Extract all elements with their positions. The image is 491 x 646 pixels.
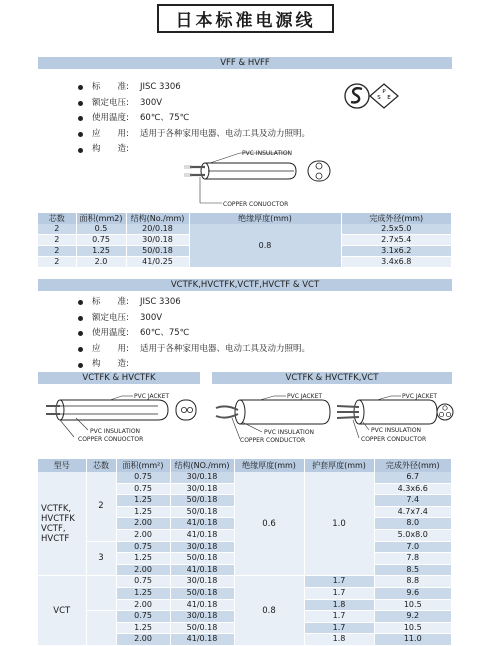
cell: 1.25 [116,506,170,518]
cell: 0.8 [234,576,304,646]
cell: 2.0 [76,257,126,268]
cores-cell: 2 [86,472,116,541]
spec-key: 使用温度: [92,328,129,339]
cell: 41/0.18 [170,518,234,530]
spec-row [78,295,310,311]
spec-table-vctf [38,459,452,646]
jacket-label: PVC JACKET [134,393,170,400]
cell: 1.7 [304,622,374,634]
spec-row [78,326,310,342]
conductor-label: COPPER CONDUCTOR [361,436,427,443]
cell: 0.75 [116,576,170,588]
page-title: 日本标准电源线 [157,4,334,33]
cell: 41/0.25 [126,257,189,268]
bullet-icon [78,363,83,368]
bullet-icon [78,148,83,153]
cell: 50/0.18 [170,506,234,518]
spec-row [78,342,310,358]
jacket-label: PVC JACKET [287,393,323,400]
spec-value: 300V [140,312,163,323]
cell: 30/0.18 [170,483,234,495]
cell: 50/0.18 [170,495,234,507]
bullet-icon [78,316,83,321]
cell: 7.8 [374,553,452,565]
cell: 30/0.18 [170,472,234,483]
model-cell: VCTFK, HVCTFK VCTF, HVCTF [38,472,86,576]
spec-value: 300V [140,97,163,108]
cell: 0.75 [116,472,170,483]
svg-text:P: P [382,89,386,95]
cell: 2.7x5.4 [341,235,452,246]
table-row [38,224,452,235]
column-header: 护套厚度(mm) [304,459,374,472]
cell: 1.0 [304,472,374,576]
cell: 1.8 [304,599,374,611]
cell: 41/0.18 [170,599,234,611]
insulation-label: PVC INSULATION [242,150,293,157]
spec-key: 构 造: [92,359,129,370]
table-row [38,472,452,483]
cell: 50/0.18 [170,587,234,599]
column-header: 芯数 [86,459,116,472]
column-header: 面积(mm2) [76,213,126,224]
conductor-label: COPPER CONUOCTOR [223,201,289,208]
spec-row [78,357,310,373]
cell: 0.75 [116,483,170,495]
spec-value: 60℃、75℃ [140,328,190,339]
spec-key: 额定电压: [92,97,129,108]
cell: 1.7 [304,611,374,623]
round-cable-3core-diagram [333,388,453,446]
cell: 2.00 [116,564,170,576]
spec-value: 适用于各种家用电器、电动工具及动力照明。 [140,343,311,354]
cell: 41/0.18 [170,529,234,541]
cell: 10.5 [374,622,452,634]
column-header: 结构(No./mm) [126,213,189,224]
svg-text:E: E [387,95,391,101]
bullet-icon [78,132,83,137]
column-header: 面积(mm²) [116,459,170,472]
insulation-label: PVC INSULATION [90,428,141,435]
cell: 0.8 [189,224,341,268]
cell: 8.5 [374,564,452,576]
spec-row [78,80,310,96]
spec-key: 标 准: [92,297,129,307]
spec-key: 构 造: [92,144,129,155]
table-header-row [38,213,452,224]
cell: 3.4x6.8 [341,257,452,268]
cell: 3.1x6.2 [341,246,452,257]
column-header: 完成外径(mm) [341,213,452,224]
cell: 7.0 [374,541,452,553]
spec-row [78,111,310,127]
cell: 2 [38,257,76,268]
cell: 2.00 [116,518,170,530]
cell: 9.6 [374,587,452,599]
cell: 0.75 [116,541,170,553]
table-row [38,576,452,588]
model-cell: VCT [38,576,86,646]
cell: 30/0.18 [126,235,189,246]
cell: 8.8 [374,576,452,588]
cell: 41/0.18 [170,634,234,646]
cell: 9.2 [374,611,452,623]
bullet-icon [78,85,83,90]
spec-row [78,96,310,112]
spec-value: JISC 3306 [140,82,181,92]
column-header: 型号 [38,459,86,472]
svg-text:S: S [377,95,381,101]
cores-cell: 3 [86,541,116,576]
cell: 50/0.18 [170,553,234,565]
conductor-label: COPPER CONUOCTOR [78,436,144,443]
cell: 1.7 [304,576,374,588]
insulation-label: PVC INSULATION [371,427,422,434]
cell: 30/0.18 [170,611,234,623]
cell: 50/0.18 [126,246,189,257]
cell: 1.25 [116,622,170,634]
bullet-icon [78,300,83,305]
cell: 6.7 [374,472,452,483]
cell: 0.6 [234,472,304,576]
bullet-icon [78,347,83,352]
cell: 2.00 [116,634,170,646]
cell: 30/0.18 [170,541,234,553]
jacketed-flat-cable-diagram [38,388,203,446]
column-header: 芯数 [38,213,76,224]
cell: 1.25 [76,246,126,257]
spec-value: 60℃、75℃ [140,113,190,124]
bullet-icon [78,116,83,121]
cell: 1.25 [116,495,170,507]
subheader-left: VCTFK & HVCTFK [38,372,200,384]
spec-key: 应 用: [92,343,129,354]
cell: 5.0x8.0 [374,529,452,541]
cell: 2 [38,235,76,246]
spec-row [78,311,310,327]
column-header: 绝缘厚度(mm) [234,459,304,472]
subheader-right: VCTFK & HVCTFK,VCT [212,372,452,384]
cell: 4.7x7.4 [374,506,452,518]
cell: 2.00 [116,529,170,541]
spec-key: 标 准: [92,82,129,92]
section-header-vff: VFF & HVFF [38,57,452,69]
cell: 20/0.18 [126,224,189,235]
column-header: 结构(NO./mm) [170,459,234,472]
cell: 7.4 [374,495,452,507]
cell: 1.7 [304,587,374,599]
cell: 1.25 [116,553,170,565]
column-header: 完成外径(mm) [374,459,452,472]
cell: 1.25 [116,587,170,599]
column-header: 绝缘厚度(mm) [189,213,341,224]
cell: 10.5 [374,599,452,611]
cell: 0.75 [116,611,170,623]
cell: 2 [38,224,76,235]
cell: 30/0.18 [170,576,234,588]
spec-value: 适用于各种家用电器、电动工具及动力照明。 [140,128,311,139]
spec-key: 使用温度: [92,113,129,124]
bullet-icon [78,101,83,106]
cell: 50/0.18 [170,622,234,634]
conductor-label: COPPER CONDUCTOR [240,437,306,444]
cell: 4.3x6.6 [374,483,452,495]
cores-cell [86,576,116,611]
certification-logo [342,80,400,112]
spec-row [78,127,310,143]
spec-value: JISC 3306 [140,297,181,307]
section-header-vctf: VCTFK,HVCTFK,VCTF,HVCTF & VCT [38,279,452,291]
cell: 11.0 [374,634,452,646]
spec-key: 额定电压: [92,312,129,323]
cell: 8.0 [374,518,452,530]
jacket-label: PVC JACKET [402,393,438,400]
cell: 2 [38,246,76,257]
spec-list-2 [78,295,310,373]
cell: 0.5 [76,224,126,235]
cell: 2.00 [116,599,170,611]
round-cable-2core-diagram [212,388,332,446]
cell: 1.8 [304,634,374,646]
cell: 0.75 [76,235,126,246]
cell: 41/0.18 [170,564,234,576]
spec-table-vff [38,213,452,268]
spec-key: 应 用: [92,128,129,139]
flat-cable-diagram [170,145,340,213]
bullet-icon [78,331,83,336]
cores-cell [86,611,116,646]
insulation-label: PVC INSULATION [264,429,315,436]
cell: 2.5x5.0 [341,224,452,235]
table-header-row [38,459,452,472]
